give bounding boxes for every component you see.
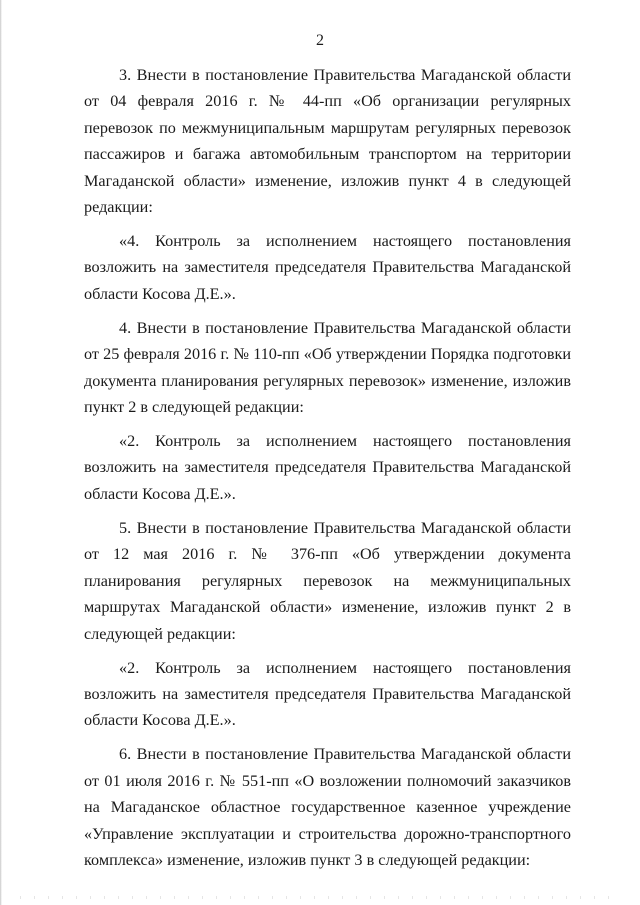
paragraph-item-6: 6. Внести в постановление Правительства Магаданской области от 01 июля 2016 г. № 551-пп «О возложении полномочий заказчиков на Магаданское областное государственное казенное учреждение «Управление эксплуатации и строительства дорожно-транспортного комплекса» изменение, изложив пункт 3 в следующей редакции:: [84, 745, 571, 869]
paragraph-item-3: 3. Внести в постановление Правительства Магаданской области от 04 февраля 2016 г. № 44-пп «Об организации регулярных перевозок по межмуниципальным маршрутам регулярных перевозок пассажиров и багажа автомобильным транспортом на территории Магаданской области» изменение, изложив пункт 4 в следующей редакции:: [84, 66, 571, 217]
page-number: 2: [316, 32, 324, 49]
paragraph-quote-1: «4. Контроль за исполнением настоящего постановления возложить на заместителя председателя Правительства Магаданской области Косова Д.Е.».: [84, 232, 571, 303]
paragraph-item-5: 5. Внести в постановление Правительства Магаданской области от 12 мая 2016 г. № 376-пп «Об утверждении документа планирования регулярных перевозок на межмуниципальных маршрутах Магаданской области» изменение, изложив пункт 2 в следующей редакции:: [84, 518, 571, 643]
paragraph-quote-2: «2. Контроль за исполнением настоящего постановления возложить на заместителя председателя Правительства Магаданской области Косова Д.Е.».: [84, 432, 571, 503]
paragraph-quote-3: «2. Контроль за исполнением настоящего постановления возложить на заместителя председателя Правительства Магаданской области Косова Д.Е.».: [84, 658, 571, 730]
scan-edge: [0, 0, 2, 905]
document-body: [84, 62, 571, 881]
scan-noise: [20, 896, 620, 899]
paragraph-item-4: 4. Внести в постановление Правительства Магаданской области от 25 февраля 2016 г. № 110-пп «Об утверждении Порядка подготовки документа планирования регулярных перевозок» изменение, изложив пункт 2 в следующей редакции:: [84, 318, 571, 417]
